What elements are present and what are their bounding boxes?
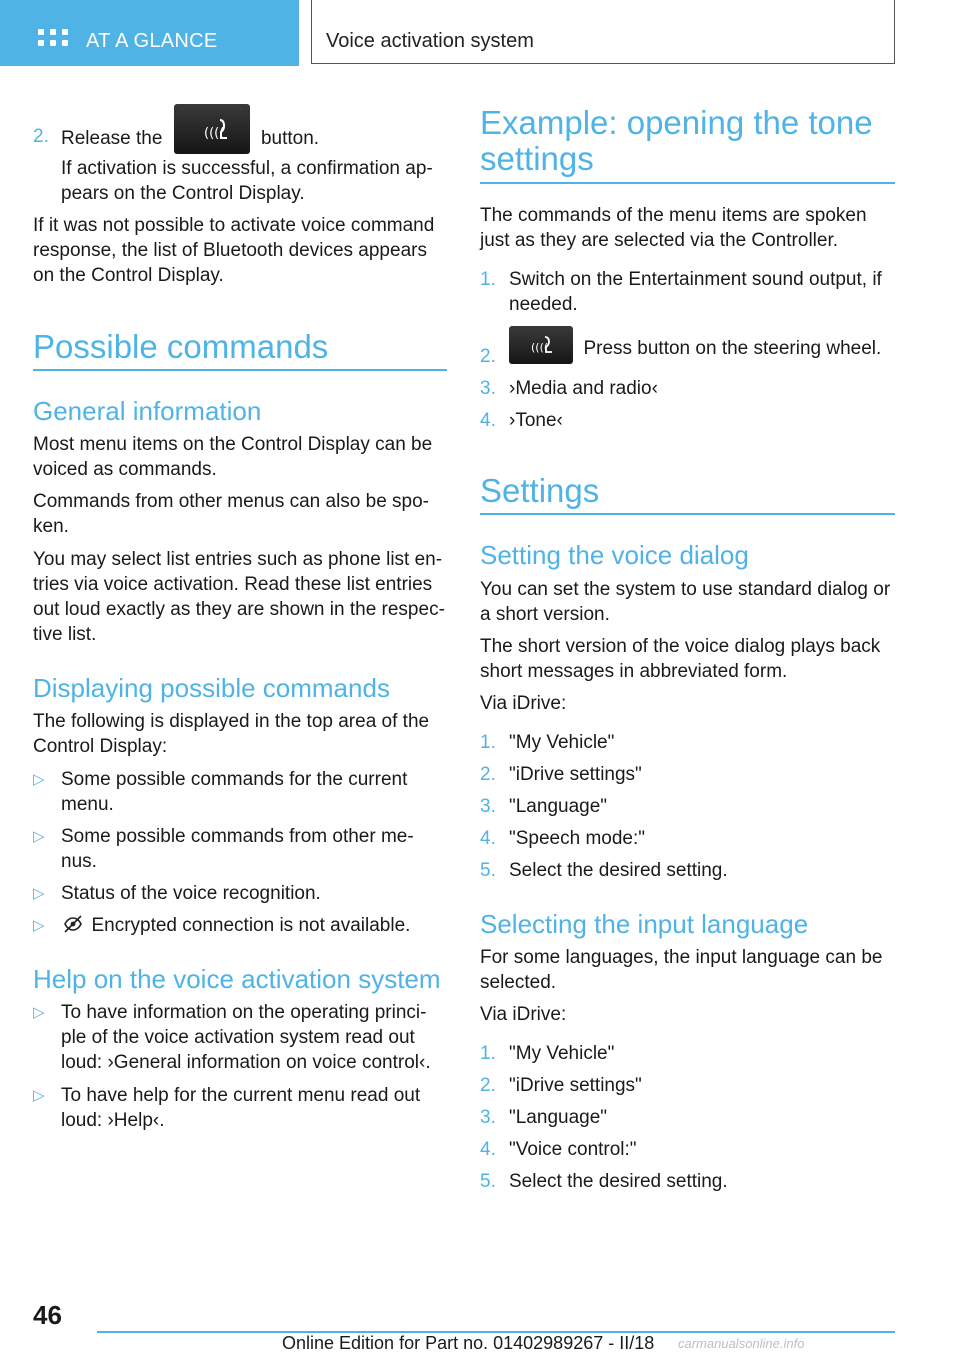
- step-number: 4.: [480, 828, 496, 849]
- step-release-button: [61, 124, 319, 154]
- step-note: If activation is successful, a confirmation ap- pears on the Control Display.: [61, 158, 433, 204]
- voice-button-icon: [174, 104, 250, 154]
- input-language-paragraph: For some languages, the input language can be selected.: [480, 947, 883, 993]
- heading-rule: [480, 513, 895, 515]
- input-step: Select the desired setting.: [509, 1171, 728, 1192]
- dialog-step: "My Vehicle": [509, 732, 615, 753]
- input-step: "Voice control:": [509, 1139, 637, 1160]
- heading-example-tone-settings: Example: opening the tone settings: [480, 104, 873, 177]
- heading-displaying-possible-commands: Displaying possible commands: [33, 673, 390, 703]
- svg-text:((((: ((((: [531, 341, 549, 354]
- step-number: 3.: [480, 796, 496, 817]
- step-number: 4.: [480, 410, 496, 431]
- bullet-icon: ▷: [33, 828, 45, 845]
- bullet-item: Encrypted connection is not available.: [61, 913, 410, 938]
- step-number: 5.: [480, 860, 496, 881]
- help-bullet-item: To have help for the current menu read out loud: ›Help‹.: [61, 1085, 421, 1131]
- step-number: 4.: [480, 1139, 496, 1160]
- chapter-title: Voice activation system: [326, 30, 534, 52]
- step-number: 2.: [480, 1075, 496, 1096]
- example-paragraph: The commands of the menu items are spoken just as they are selected via the Controller.: [480, 205, 867, 251]
- chapter-header: [311, 0, 895, 64]
- via-idrive-label: Via iDrive:: [480, 693, 567, 714]
- general-paragraph-2: Commands from other menus can also be spo- ken.: [33, 491, 430, 537]
- activation-failure-paragraph: If it was not possible to activate voice command response, the list of Bluetooth devices appears on the Control Display.: [33, 215, 435, 286]
- example-step: ›Media and radio‹: [509, 378, 658, 399]
- via-idrive-label: Via iDrive:: [480, 1004, 567, 1025]
- bullet-item: Status of the voice recognition.: [61, 883, 321, 904]
- encryption-unavailable-icon: [61, 913, 85, 935]
- general-paragraph-3: You may select list entries such as phone list en- tries via voice activation. Read these list entries out loud exactly as they are shown in the respec- tive list.: [33, 549, 445, 645]
- bullet-icon: ▷: [33, 771, 45, 788]
- bullet-icon: ▷: [33, 917, 45, 934]
- step-number: 5.: [480, 1171, 496, 1192]
- step-number: 3.: [480, 1107, 496, 1128]
- heading-general-information: General information: [33, 396, 262, 426]
- heading-rule: [480, 182, 895, 184]
- bullet-icon: ▷: [33, 1087, 45, 1104]
- heading-setting-voice-dialog: Setting the voice dialog: [480, 540, 749, 570]
- page-number: 46: [33, 1300, 62, 1330]
- step-number: 1.: [480, 732, 496, 753]
- step-number: 2.: [480, 346, 496, 367]
- edition-footer: Online Edition for Part no. 01402989267 - II/18: [282, 1333, 655, 1353]
- help-bullet-item: To have information on the operating princi- ple of the voice activation system read out loud: ›General information on voice control‹.: [61, 1002, 431, 1073]
- displaying-paragraph: The following is displayed in the top area of the Control Display:: [33, 711, 430, 757]
- step-text: Release the: [61, 128, 163, 150]
- example-step: (((( Press button on the steering wheel.: [509, 326, 881, 364]
- example-step: Switch on the Entertainment sound output, if needed.: [509, 269, 882, 315]
- heading-possible-commands: Possible commands: [33, 328, 329, 365]
- section-tab[interactable]: [0, 0, 299, 66]
- dialog-paragraph-2: The short version of the voice dialog plays back short messages in abbreviated form.: [480, 636, 881, 682]
- watermark: carmanualsonline.info: [678, 1336, 805, 1351]
- step-number: 2.: [480, 764, 496, 785]
- input-step: "iDrive settings": [509, 1075, 642, 1096]
- voice-button-icon: [509, 326, 573, 364]
- input-step: "My Vehicle": [509, 1043, 615, 1064]
- dialog-step: "iDrive settings": [509, 764, 642, 785]
- heading-settings: Settings: [480, 472, 600, 509]
- svg-text:((((: ((((: [203, 126, 224, 141]
- step-number: 2.: [33, 126, 49, 147]
- heading-help-voice-activation: Help on the voice activation system: [33, 964, 441, 994]
- heading-rule: [33, 369, 447, 371]
- dialog-step: Select the desired setting.: [509, 860, 728, 881]
- heading-selecting-input-language: Selecting the input language: [480, 909, 809, 939]
- bullet-icon: ▷: [33, 885, 45, 902]
- dialog-step: "Speech mode:": [509, 828, 646, 849]
- bullet-item: Some possible commands for the current menu.: [61, 769, 408, 815]
- input-step: "Language": [509, 1107, 608, 1128]
- general-paragraph-1: Most menu items on the Control Display can be voiced as commands.: [33, 434, 433, 480]
- step-number: 1.: [480, 1043, 496, 1064]
- section-label: AT A GLANCE: [86, 30, 218, 52]
- grid-icon: [38, 29, 68, 53]
- step-number: 1.: [480, 269, 496, 290]
- bullet-icon: ▷: [33, 1004, 45, 1021]
- bullet-item: Some possible commands from other me- nus.: [61, 826, 414, 872]
- dialog-paragraph-1: You can set the system to use standard dialog or a short version.: [480, 579, 891, 625]
- dialog-step: "Language": [509, 796, 608, 817]
- step-text-after: button.: [260, 128, 320, 150]
- example-step: ›Tone‹: [509, 410, 563, 431]
- step-number: 3.: [480, 378, 496, 399]
